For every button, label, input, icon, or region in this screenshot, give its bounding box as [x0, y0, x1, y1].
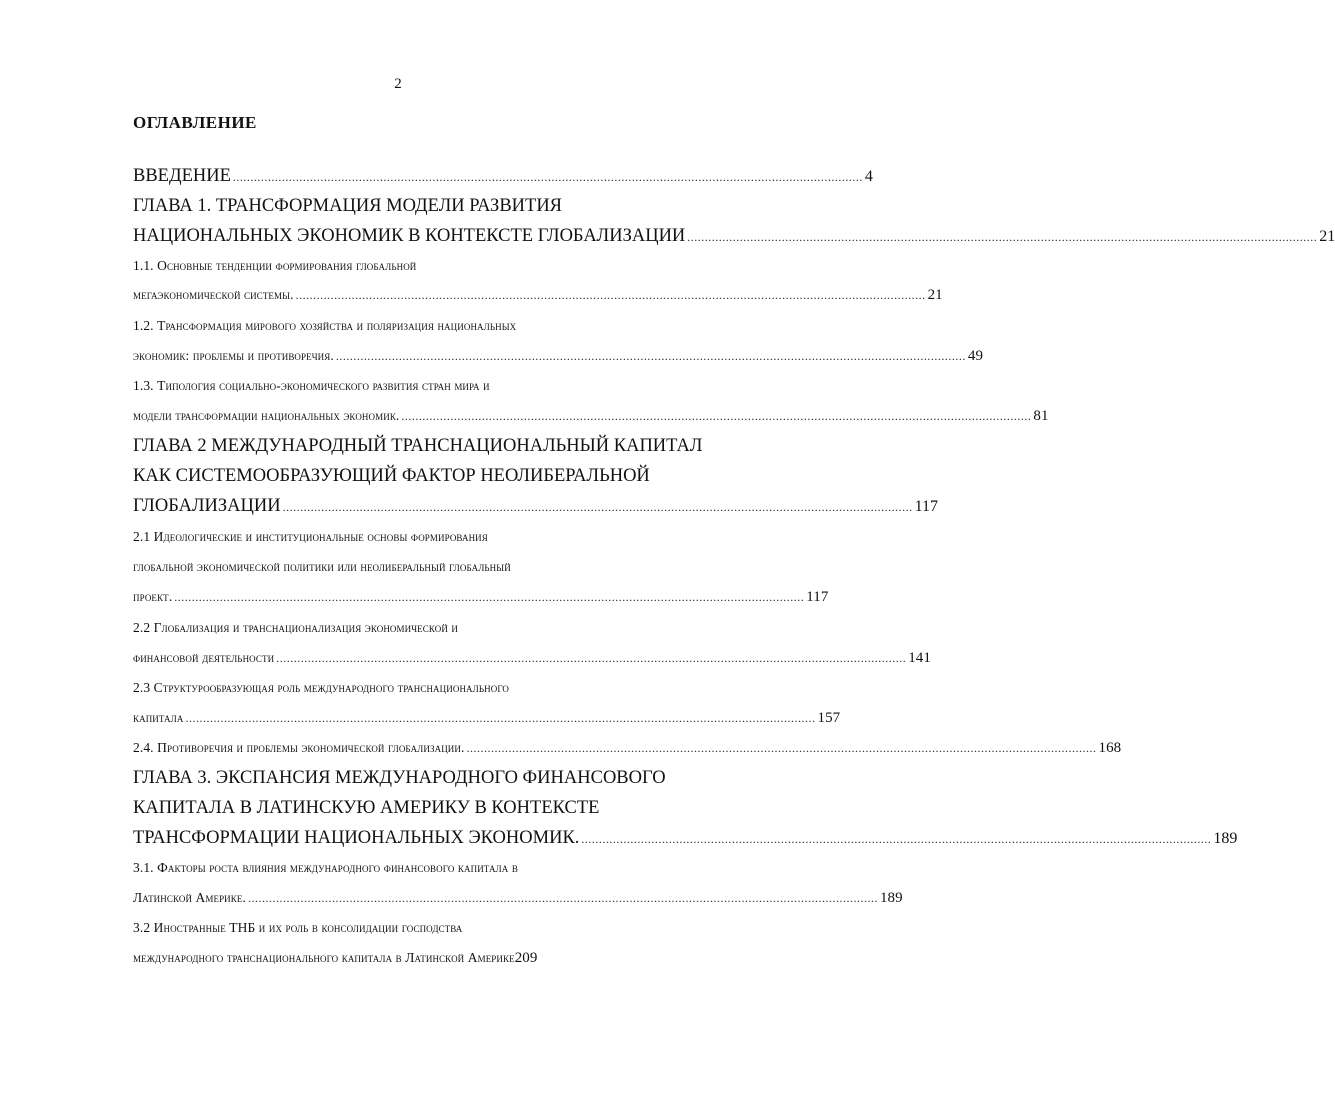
dot-leader: ....................................................................................................................................................................................: [581, 832, 1212, 846]
toc-entry-chapter-1[interactable]: [133, 196, 719, 217]
toc-entry-section-2-4[interactable]: [133, 740, 1122, 757]
toc-entry-section-1-2[interactable]: [133, 318, 719, 334]
toc-entry-chapter-2-cont[interactable]: [133, 466, 719, 487]
toc-entry-page: 189: [1213, 830, 1238, 847]
toc-entry-page: 49: [967, 348, 984, 364]
toc-entry-introduction[interactable]: [133, 166, 873, 187]
toc-entry-text: КАПИТАЛА В ЛАТИНСКУЮ АМЕРИКУ В КОНТЕКСТЕ: [133, 798, 600, 818]
dot-leader: ....................................................................................................................................................................................: [282, 500, 913, 514]
toc-entry-chapter-2[interactable]: [133, 436, 719, 457]
toc-entry-section-3-2[interactable]: [133, 920, 719, 936]
toc-entry-text: 2.3 Структурообразующая роль международного транснационального: [133, 680, 510, 695]
toc-entry-text: 3.1. Факторы роста влияния международного финансового капитала в: [133, 860, 518, 875]
toc-entry-text: Латинской Америке.: [133, 890, 246, 905]
toc-entry-section-2-3[interactable]: [133, 680, 719, 696]
toc-entry-page: 4: [864, 168, 873, 185]
toc-entry-chapter-2-cont2[interactable]: [133, 496, 938, 517]
toc-entry-chapter-3-cont2[interactable]: [133, 828, 1238, 849]
toc-entry-section-2-3-cont[interactable]: [133, 710, 841, 727]
toc-entry-text: 2.2 Глобализация и транснационализация экономической и: [133, 620, 459, 635]
page-title: ОГЛАВЛЕНИЕ: [133, 113, 257, 132]
toc-entry-text: модели трансформации национальных экономик.: [133, 408, 400, 423]
toc-entry-text: проект.: [133, 589, 173, 604]
toc-entry-section-1-3-cont[interactable]: [133, 408, 1049, 425]
toc-entry-section-2-2[interactable]: [133, 620, 719, 636]
dot-leader: ....................................................................................................................................................................................: [401, 409, 1032, 423]
toc-entry-text: ГЛАВА 2 МЕЖДУНАРОДНЫЙ ТРАНСНАЦИОНАЛЬНЫЙ КАПИТАЛ: [133, 436, 703, 456]
toc-entry-section-1-1-cont[interactable]: [133, 287, 943, 304]
toc-entry-text: 2.1 Идеологические и институциональные основы формирования: [133, 529, 488, 544]
toc-entry-text: 1.3. Типология социально-экономического развития стран мира и: [133, 378, 490, 393]
toc-entry-section-2-1[interactable]: [133, 529, 719, 545]
page-number: 2: [394, 76, 402, 92]
toc-entry-chapter-1-cont[interactable]: [133, 226, 1335, 247]
toc-entry-text: ТРАНСФОРМАЦИИ НАЦИОНАЛЬНЫХ ЭКОНОМИК.: [133, 828, 580, 848]
toc-entry-page: 141: [908, 650, 931, 666]
toc-entry-text: международного транснационального капитала в Латинской Америке: [133, 950, 515, 965]
toc-entry-text: 3.2 Иностранные ТНБ и их роль в консолидации господства: [133, 920, 463, 935]
toc-entry-section-2-1-cont2[interactable]: [133, 589, 829, 606]
toc-entry-page: 81: [1033, 408, 1049, 424]
toc-entry-text: ВВЕДЕНИЕ: [133, 166, 231, 186]
toc-entry-chapter-3-cont[interactable]: [133, 798, 719, 819]
dot-leader: ....................................................................................................................................................................................: [276, 651, 907, 665]
toc-entry-page: 117: [806, 589, 829, 605]
toc-entry-text: ГЛАВА 1. ТРАНСФОРМАЦИЯ МОДЕЛИ РАЗВИТИЯ: [133, 196, 563, 216]
toc-entry-page: 157: [817, 710, 841, 726]
dot-leader: ....................................................................................................................................................................................: [335, 349, 966, 363]
toc-entry-section-2-2-cont[interactable]: [133, 650, 931, 667]
toc-entry-chapter-3[interactable]: [133, 768, 719, 789]
toc-entry-section-3-2-cont[interactable]: [133, 950, 733, 967]
dot-leader: ....................................................................................................................................................................................: [687, 230, 1318, 244]
toc-entry-text: 2.4. Противоречия и проблемы экономической глобализации.: [133, 740, 465, 755]
toc-entry-page: 117: [914, 498, 938, 515]
toc-entry-page: 21: [927, 287, 943, 303]
toc-entry-text: ГЛАВА 3. ЭКСПАНСИЯ МЕЖДУНАРОДНОГО ФИНАНСОВОГО: [133, 768, 666, 788]
dot-leader: ....................................................................................................................................................................................: [295, 288, 926, 302]
toc-entry-text: ГЛОБАЛИЗАЦИИ: [133, 496, 281, 516]
dot-leader: ....................................................................................................................................................................................: [174, 590, 805, 604]
toc-entry-page: 189: [879, 890, 903, 906]
toc-entry-text: 1.2. Трансформация мирового хозяйства и поляризация национальных: [133, 318, 517, 333]
toc-entry-section-1-1[interactable]: [133, 258, 719, 274]
toc-entry-text: финансовой деятельности: [133, 650, 275, 665]
toc-entry-text: глобальной экономической политики или неолиберальный глобальный: [133, 559, 511, 574]
toc-entry-section-3-1[interactable]: [133, 860, 719, 876]
toc-entry-section-1-2-cont[interactable]: [133, 348, 984, 365]
dot-leader: ....................................................................................................................................................................................: [247, 891, 878, 905]
dot-leader: ....................................................................................................................................................................................: [466, 741, 1097, 755]
toc-entry-section-2-1-cont[interactable]: [133, 559, 719, 575]
toc-entry-section-1-3[interactable]: [133, 378, 719, 394]
toc-entry-page: 209: [514, 950, 538, 966]
dot-leader: ....................................................................................................................................................................................: [232, 170, 863, 184]
toc-entry-text: капитала: [133, 710, 184, 725]
dot-leader: ....................................................................................................................................................................................: [185, 711, 816, 725]
toc-entry-text: КАК СИСТЕМООБРАЗУЮЩИЙ ФАКТОР НЕОЛИБЕРАЛЬНОЙ: [133, 466, 650, 486]
toc-entry-text: экономик: проблемы и противоречия.: [133, 348, 334, 363]
toc-entry-text: НАЦИОНАЛЬНЫХ ЭКОНОМИК В КОНТЕКСТЕ ГЛОБАЛИЗАЦИИ: [133, 226, 686, 246]
toc-entry-text: 1.1. Основные тенденции формирования глобальной: [133, 258, 417, 273]
toc-entry-section-3-1-cont[interactable]: [133, 890, 903, 907]
toc-entry-page: 21: [1319, 228, 1335, 245]
toc-entry-page: 168: [1098, 740, 1122, 756]
toc-entry-text: мегаэкономической системы.: [133, 287, 294, 302]
